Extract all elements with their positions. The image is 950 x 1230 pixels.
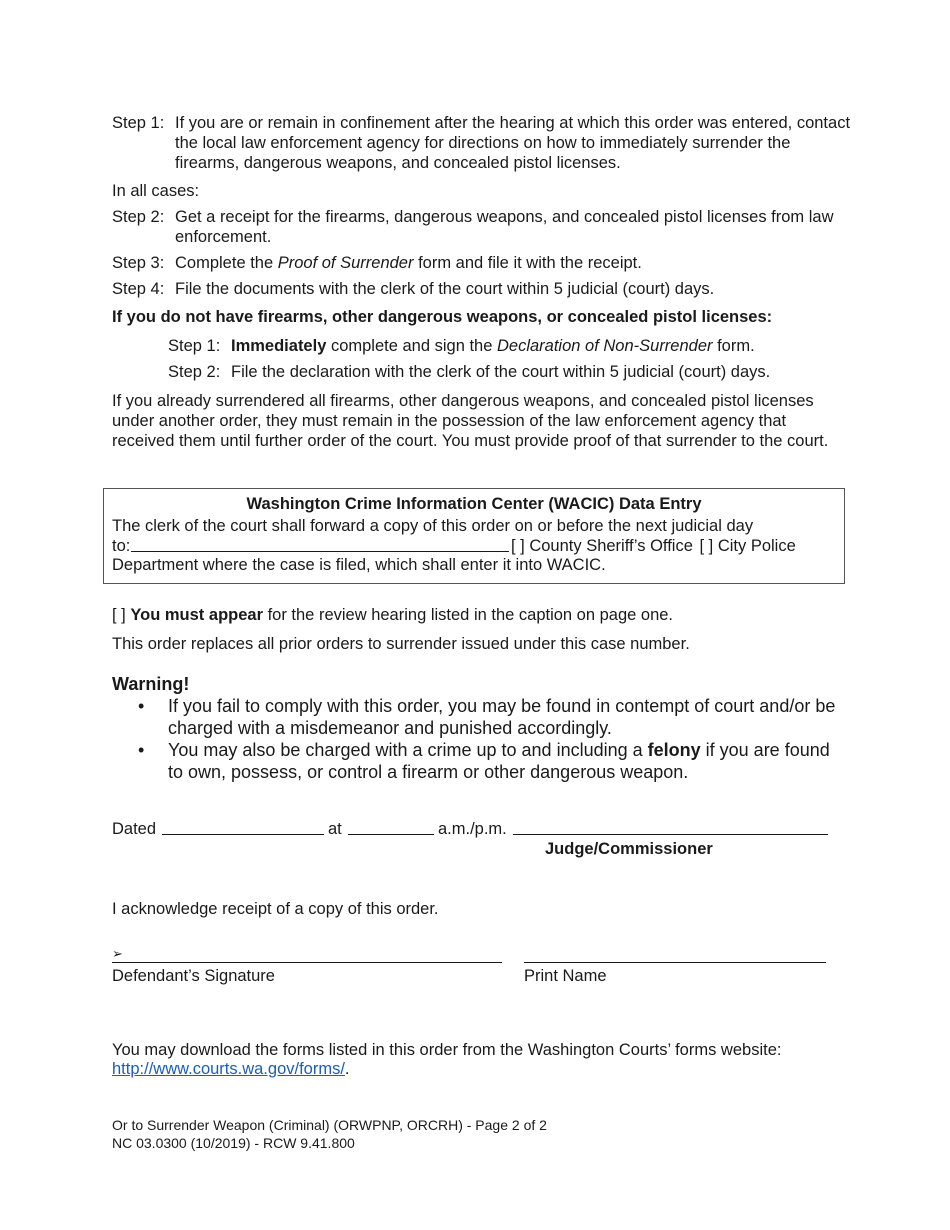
warning-bullet-2-pre: You may also be charged with a crime up to and including a — [168, 740, 648, 760]
must-appear-text: for the review hearing listed in the caption on page one. — [263, 606, 674, 624]
all-cases-step-3 — [112, 253, 852, 273]
step-label: Step 1: — [112, 114, 165, 132]
no-firearms-step-2 — [168, 362, 848, 382]
forms-website-link[interactable]: http://www.courts.wa.gov/forms/ — [112, 1060, 345, 1078]
judge-commissioner-label: Judge/Commissioner — [545, 840, 713, 858]
footer-form-number: NC 03.0300 (10/2019) - RCW 9.41.800 — [112, 1135, 355, 1151]
step-text-post: form. — [712, 337, 755, 355]
footer-form-title: Or to Surrender Weapon (Criminal) (ORWPNP, ORCRH) - Page 2 of 2 — [112, 1117, 547, 1133]
acknowledge-receipt: I acknowledge receipt of a copy of this order. — [112, 900, 439, 918]
dated-label: Dated — [112, 820, 157, 838]
download-link-line — [112, 1059, 350, 1079]
wacic-line-1: The clerk of the court shall forward a copy of this order on or before the next judicial day — [112, 517, 754, 535]
wacic-line-3: Department where the case is filed, which shall enter it into WACIC. — [112, 556, 606, 574]
step-text: Get a receipt for the firearms, dangerous weapons, and concealed pistol licenses from law enforcement. — [175, 208, 834, 246]
wacic-to-label: to: — [112, 537, 131, 555]
step-text: If you are or remain in confinement after the hearing at which this order was entered, contact the local law enforcement agency for directions on how to immediately surrender the firearms, dangerous weapons, and concealed pistol licenses. — [175, 114, 851, 172]
step-text — [175, 253, 852, 273]
felony-emphasis: felony — [647, 740, 701, 760]
defendant-signature-label: Defendant’s Signature — [112, 967, 275, 985]
time-blank-line[interactable] — [348, 834, 434, 835]
defendant-signature-line[interactable] — [112, 962, 502, 963]
replaces-prior-orders: This order replaces all prior orders to surrender issued under this case number. — [112, 635, 690, 653]
print-name-label: Print Name — [524, 967, 607, 985]
county-sheriff-option[interactable] — [511, 536, 796, 556]
confinement-step-1 — [112, 113, 852, 173]
step-label: Step 2: — [168, 363, 221, 381]
step-text-pre: complete and sign the — [326, 337, 497, 355]
download-forms-text: You may download the forms listed in this order from the Washington Courts’ forms website: — [112, 1041, 782, 1059]
wacic-title: Washington Crime Information Center (WACIC) Data Entry — [246, 495, 702, 513]
step-text-pre: Complete the — [175, 254, 278, 272]
step-text-post: form and file it with the receipt. — [413, 254, 642, 272]
warning-bullet-1: • If you fail to comply with this order, you may be found in contempt of court and/or be charged with a misdemeanor and punished accordingly. — [138, 695, 848, 739]
step-label: Step 3: — [112, 254, 165, 272]
step-text — [231, 336, 848, 356]
step-text: File the documents with the clerk of the court within 5 judicial (court) days. — [175, 280, 715, 298]
all-cases-step-2 — [112, 207, 852, 247]
county-sheriff-option-label: [ ] County Sheriff’s Office — [511, 537, 693, 555]
all-cases-heading: In all cases: — [112, 182, 200, 200]
warning-title: Warning! — [112, 674, 190, 694]
step-label: Step 2: — [112, 208, 165, 226]
date-blank-line[interactable] — [162, 834, 324, 835]
step-label: Step 1: — [168, 337, 221, 355]
declaration-form-name: Declaration of Non-Surrender — [496, 337, 713, 355]
proof-of-surrender-form-name: Proof of Surrender — [277, 254, 414, 272]
all-cases-step-4 — [112, 279, 852, 299]
must-appear-checkbox[interactable]: [ ] — [112, 606, 126, 624]
warning-list — [138, 695, 848, 783]
judge-signature-line[interactable] — [513, 834, 828, 835]
step-text: File the declaration with the clerk of the court within 5 judicial (court) days. — [231, 363, 771, 381]
immediately-emphasis: Immediately — [231, 337, 327, 355]
download-link-period: . — [344, 1060, 350, 1078]
ampm-label: a.m./p.m. — [438, 820, 507, 838]
no-firearms-step-1 — [168, 336, 848, 356]
signature-arrow-icon: ➢ — [112, 946, 123, 961]
must-appear-bold: You must appear — [130, 606, 263, 624]
warning-bullet-2-post: if you are found to own, possess, or control a firearm or other dangerous weapon. — [168, 740, 830, 782]
print-name-line[interactable] — [524, 962, 826, 963]
city-police-option-label: [ ] City Police — [699, 537, 796, 555]
already-surrendered-paragraph: If you already surrendered all firearms, other dangerous weapons, and concealed pistol licenses under another order, they must remain in the possession of the law enforcement agency that received them until further order of the court. You must provide proof of that surrender to the court. — [112, 392, 829, 450]
must-appear-line — [112, 605, 673, 625]
step-label: Step 4: — [112, 280, 165, 298]
wacic-to-blank-line[interactable] — [131, 551, 509, 552]
at-label: at — [328, 820, 342, 838]
warning-bullet-2 — [138, 739, 848, 783]
no-firearms-heading: If you do not have firearms, other dangerous weapons, or concealed pistol licenses: — [112, 308, 773, 326]
